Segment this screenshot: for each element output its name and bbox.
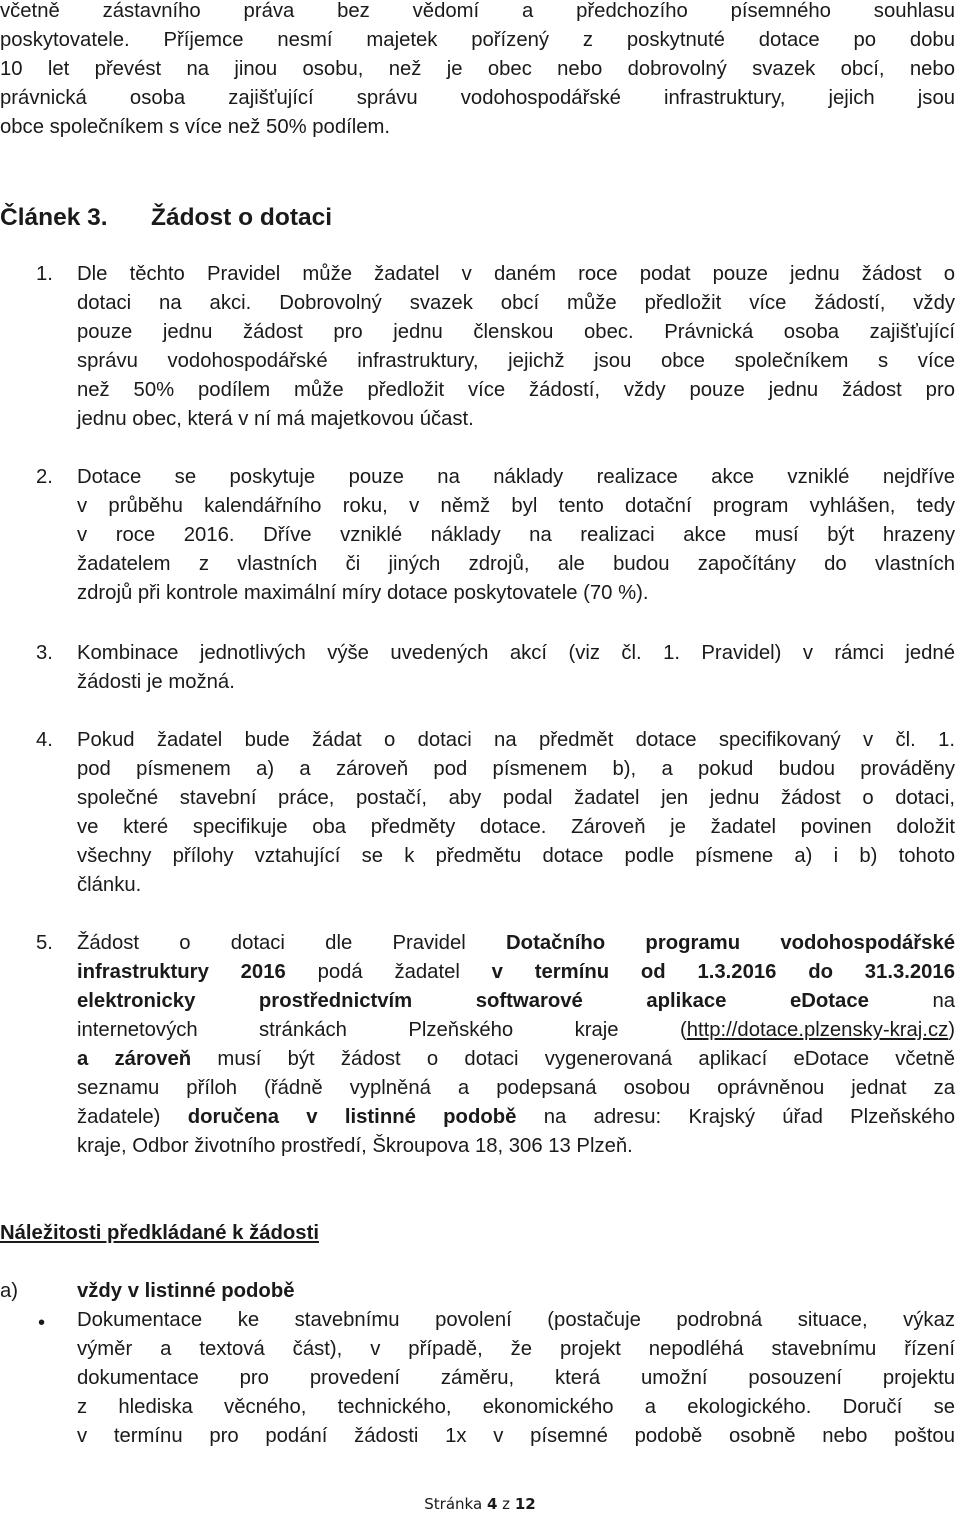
- item-line: dotaci na akci. Dobrovolný svazek obcí může předložit více žádostí, vždy: [77, 292, 955, 314]
- item-line: společné stavební práce, postačí, aby podal žadatel jen jednu žádost o dotaci,: [77, 787, 955, 809]
- deadline-text: v termínu od 1.3.2016 do 31.3.2016: [491, 961, 955, 983]
- item-text: ): [948, 1019, 955, 1041]
- item-line: Dotace se poskytuje pouze na náklady realizace akce vzniklé nejdříve: [77, 466, 955, 488]
- dotace-link[interactable]: http://dotace.plzensky-kraj.cz: [686, 1019, 949, 1041]
- current-page: 4: [486, 1495, 498, 1513]
- bullet-icon: •: [38, 1312, 46, 1334]
- item-number: 2.: [36, 466, 53, 488]
- program-name: infrastruktury 2016: [77, 961, 286, 983]
- bullet-line: výměr a textová část), v případě, že projekt nepodléhá stavebnímu řízení: [77, 1338, 955, 1360]
- item-number: 5.: [36, 932, 53, 954]
- bullet-line: Dokumentace ke stavebnímu povolení (postačuje podrobná situace, výkaz: [77, 1309, 955, 1331]
- sublist-label: a): [0, 1280, 19, 1302]
- intro-line: obce společníkem s více než 50% podílem.: [0, 116, 391, 138]
- item-text: podá žadatel: [317, 961, 460, 983]
- item-number: 3.: [36, 642, 53, 664]
- emphasis-text: a zároveň: [77, 1048, 192, 1070]
- intro-line: poskytovatele. Příjemce nesmí majetek pořízený z poskytnuté dotace po dobu: [0, 29, 955, 51]
- item-line: žadatelem z vlastních či jiných zdrojů, ale budou započítány do vlastních: [77, 553, 955, 575]
- item-text: musí být žádost o dotaci vygenerovaná aplikací eDotace včetně: [217, 1048, 955, 1070]
- footer-prefix: Stránka: [424, 1495, 483, 1513]
- item-line: [77, 929, 955, 958]
- item-text: Žádost o dotaci dle Pravidel: [77, 932, 466, 954]
- item-line: ve které specifikuje oba předměty dotace. Zároveň je žadatel povinen doložit: [77, 816, 955, 838]
- intro-line: 10 let převést na jinou osobu, než je obec nebo dobrovolný svazek obcí, nebo: [0, 58, 955, 80]
- footer-separator: z: [502, 1495, 511, 1513]
- item-text: na: [932, 990, 955, 1012]
- program-name: Dotačního programu vodohospodářské: [506, 932, 956, 954]
- item-line: kraje, Odbor životního prostředí, Škroupova 18, 306 13 Plzeň.: [77, 1135, 633, 1157]
- item-line: než 50% podílem může předložit více žádostí, vždy pouze jednu žádost pro: [77, 379, 955, 401]
- page-footer: [0, 1495, 960, 1513]
- item-line: všechny přílohy vztahující se k předmětu dotace podle písmene a) i b) tohoto: [77, 845, 955, 867]
- item-text: žadatele): [77, 1106, 161, 1128]
- item-line: [77, 958, 955, 987]
- item-line: Pokud žadatel bude žádat o dotaci na předmět dotace specifikovaný v čl. 1.: [77, 729, 955, 751]
- item-line: správu vodohospodářské infrastruktury, jejichž jsou obce společníkem s více: [77, 350, 955, 372]
- item-line: seznamu příloh (řádně vyplněná a podepsaná osobou oprávněnou jednat za: [77, 1077, 955, 1099]
- item-line: pod písmenem a) a zároveň pod písmenem b), a pokud budou prováděny: [77, 758, 955, 780]
- section-heading: Náležitosti předkládané k žádosti: [0, 1222, 319, 1244]
- item-line: v průběhu kalendářního roku, v němž byl tento dotační program vyhlášen, tedy: [77, 495, 955, 517]
- item-line: pouze jednu žádost pro jednu členskou obec. Právnická osoba zajišťující: [77, 321, 955, 343]
- submission-method: elektronicky prostřednictvím softwarové aplikace eDotace: [77, 990, 869, 1012]
- item-line: jednu obec, která v ní má majetkovou účast.: [77, 408, 474, 430]
- item-line: Dle těchto Pravidel může žadatel v daném roce podat pouze jednu žádost o: [77, 263, 955, 285]
- article-number: Článek 3.: [0, 204, 108, 231]
- item-number: 4.: [36, 729, 53, 751]
- item-line: žádosti je možná.: [77, 671, 235, 693]
- item-text: internetových stránkách Plzeňského kraje (: [77, 1019, 687, 1041]
- item-line: [77, 987, 955, 1016]
- emphasis-text: doručena v listinné podobě: [187, 1106, 517, 1128]
- item-line: zdrojů při kontrole maximální míry dotace poskytovatele (70 %).: [77, 582, 649, 604]
- bullet-line: dokumentace pro provedení záměru, která umožní posouzení projektu: [77, 1367, 955, 1389]
- bullet-line: z hlediska věcného, technického, ekonomického a ekologického. Doručí se: [77, 1396, 955, 1418]
- item-line: článku.: [77, 874, 142, 896]
- bullet-line: v termínu pro podání žádosti 1x v písemné podobě osobně nebo poštou: [77, 1425, 955, 1447]
- item-line: [77, 1045, 955, 1074]
- item-number: 1.: [36, 263, 53, 285]
- item-line: [77, 1016, 955, 1045]
- item-line: v roce 2016. Dříve vzniklé náklady na realizaci akce musí být hrazeny: [77, 524, 955, 546]
- item-line: [77, 1103, 955, 1132]
- item-text: na adresu: Krajský úřad Plzeňského: [543, 1106, 955, 1128]
- total-pages: 12: [514, 1495, 536, 1513]
- article-title: Žádost o dotaci: [151, 204, 333, 231]
- intro-line: včetně zástavního práva bez vědomí a předchozího písemného souhlasu: [0, 0, 955, 22]
- intro-line: právnická osoba zajišťující správu vodohospodářské infrastruktury, jejich jsou: [0, 87, 955, 109]
- item-line: Kombinace jednotlivých výše uvedených akcí (viz čl. 1. Pravidel) v rámci jedné: [77, 642, 955, 664]
- sublist-title: vždy v listinné podobě: [77, 1280, 295, 1302]
